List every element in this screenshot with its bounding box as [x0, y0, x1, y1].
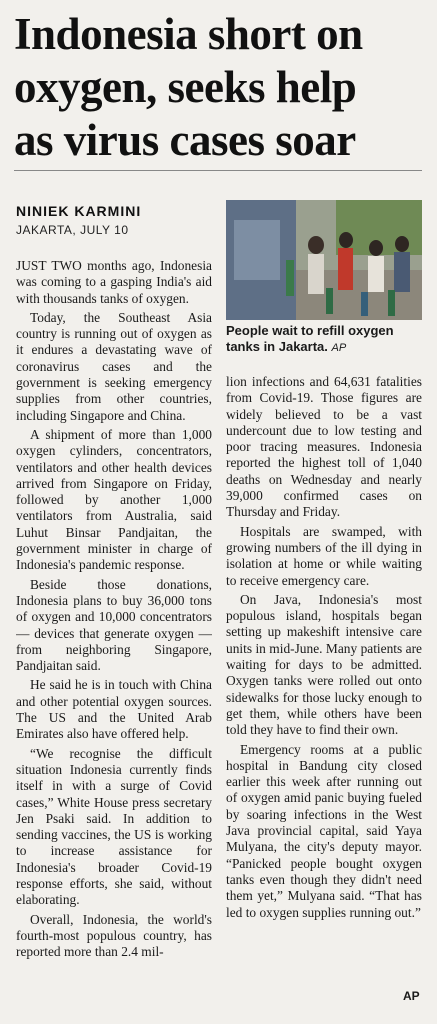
paragraph: JUST TWO months ago, Indonesia was coming to a gasping India's aid with thousands tanks of oxygen.: [16, 258, 212, 306]
photo-credit: AP: [331, 342, 347, 354]
caption-text: People wait to refill oxygen tanks in Jakarta.: [226, 323, 394, 354]
paragraph: Emergency rooms at a public hospital in Bandung city closed earlier this week after running out of oxygen amid panic buying fueled by soaring infections in the West Java provincial capital, said Yaya Mulyana, the city's deputy mayor. “Panicked people bought oxygen tanks even though they didn't need them yet,” Mulyana said. “That has led to oxygen supplies running out.”: [226, 741, 422, 920]
paragraph: He said he is in touch with China and other potential oxygen sources. The US and the United Arab Emirates also have offered help.: [16, 677, 212, 742]
headline-line: as virus cases soar: [14, 115, 356, 165]
dateline: JAKARTA, JULY 10: [16, 223, 129, 237]
headline-line: oxygen, seeks help: [14, 62, 357, 112]
article-column-1: [16, 258, 212, 1003]
paragraph: On Java, Indonesia's most populous island, hospitals began setting up makeshift intensive care units in mid-June. Many patients are waiting for days to be admitted. Oxygen tanks were rolled out onto sidewalks for those lucky enough to get them, while others have been told they have to find their own.: [226, 591, 422, 738]
photo-caption: [226, 323, 422, 356]
agency-credit: AP: [403, 989, 420, 1003]
paragraph: A shipment of more than 1,000 oxygen cylinders, concentrators, ventilators and other health devices arrived from Singapore on Friday, followed by another 1,000 ventilators from Australia, said Luhut Binsar Pandjaitan, the government minister in charge of Indonesia's pandemic response.: [16, 426, 212, 573]
news-photo: [226, 200, 422, 320]
author-byline: NINIEK KARMINI: [16, 203, 142, 219]
paragraph: lion infections and 64,631 fatalities from Covid-19. Those figures are widely believed to be a vast undercount due to low testing and poor tracing measures. Indonesia reported the highest toll of 1,040 deaths on Wednesday and nearly 39,000 confirmed cases on Thursday and Friday.: [226, 374, 422, 520]
photo-illustration: [226, 200, 422, 320]
divider: [14, 170, 422, 171]
paragraph: Today, the Southeast Asia country is running out of oxygen as it endures a devastating wave of coronavirus cases and the government is seeking emergency supplies from other countries, including Singapore and China.: [16, 309, 212, 423]
article-column-2: [226, 374, 422, 1014]
paragraph: Beside those donations, Indonesia plans to buy 36,000 tons of oxygen and 10,000 concentrators — devices that generate oxygen — from neighboring Singapore, Pandjaitan said.: [16, 576, 212, 674]
paragraph: Hospitals are swamped, with growing numbers of the ill dying in isolation at home or while waiting to receive emergency care.: [226, 523, 422, 588]
headline: [14, 8, 424, 167]
headline-line: Indonesia short on: [14, 9, 363, 59]
paragraph: “We recognise the difficult situation Indonesia currently finds itself in with a surge of Covid cases,” White House press secretary Jen Psaki said. In addition to sending vaccines, the US is working to increase assistance for Indonesia's broader Covid-19 response efforts, she said, without elaborating.: [16, 745, 212, 908]
paragraph: Overall, Indonesia, the world's fourth-most populous country, has reported more than 2.4 mil-: [16, 911, 212, 960]
